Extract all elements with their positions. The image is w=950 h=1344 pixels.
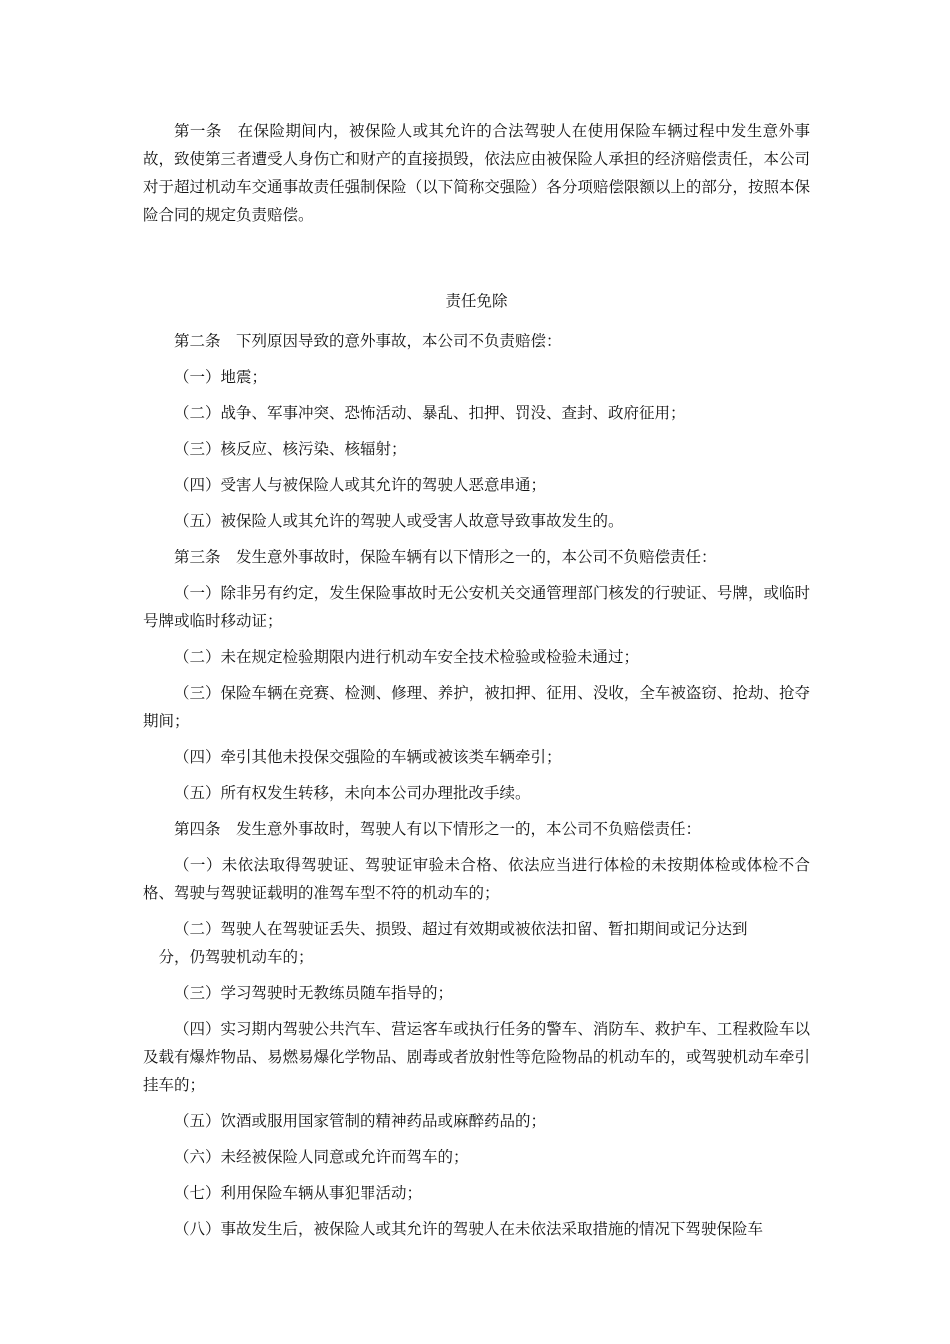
article-3-item: （一）除非另有约定，发生保险事故时无公安机关交通管理部门核发的行驶证、号牌，或临时号牌或临时移动证； bbox=[143, 584, 810, 630]
article-3-item: （三）保险车辆在竞赛、检测、修理、养护，被扣押、征用、没收，全车被盗窃、抢劫、抢夺期间； bbox=[143, 684, 810, 730]
article-2-item: （一）地震； bbox=[174, 368, 268, 386]
article-3-item: （五）所有权发生转移，未向本公司办理批改手续。 bbox=[174, 784, 531, 802]
article-4-item: （八）事故发生后，被保险人或其允许的驾驶人在未依法采取措施的情况下驾驶保险车 bbox=[174, 1220, 764, 1238]
article-4-item: （七）利用保险车辆从事犯罪活动； bbox=[174, 1184, 423, 1202]
article-3-item: （二）未在规定检验期限内进行机动车安全技术检验或检验未通过； bbox=[174, 648, 640, 666]
article-2-item: （三）核反应、核污染、核辐射； bbox=[174, 440, 407, 458]
article-4-item: （六）未经被保险人同意或允许而驾车的； bbox=[174, 1148, 469, 1166]
article-4-item: （四）实习期内驾驶公共汽车、营运客车或执行任务的警车、消防车、救护车、工程救险车以及载有爆炸物品、易燃易爆化学物品、剧毒或者放射性等危险物品的机动车的，或驾驶机动车牵引挂车的； bbox=[143, 1020, 810, 1094]
article-2-item: （二）战争、军事冲突、恐怖活动、暴乱、扣押、罚没、查封、政府征用； bbox=[174, 404, 686, 422]
article-3-item: （四）牵引其他未投保交强险的车辆或被该类车辆牵引； bbox=[174, 748, 562, 766]
article-2-item: （五）被保险人或其允许的驾驶人或受害人故意导致事故发生的。 bbox=[174, 512, 624, 530]
article-4-item: （五）饮酒或服用国家管制的精神药品或麻醉药品的； bbox=[174, 1112, 547, 1130]
section-title: 责任免除 bbox=[445, 292, 508, 310]
article-2-item: （四）受害人与被保险人或其允许的驾驶人恶意串通； bbox=[174, 476, 547, 494]
article-4-intro: 第四条 发生意外事故时，驾驶人有以下情形之一的，本公司不负赔偿责任： bbox=[174, 820, 702, 838]
article-4-item: （一）未依法取得驾驶证、驾驶证审验未合格、依法应当进行体检的未按期体检或体检不合格、驾驶与驾驶证载明的准驾车型不符的机动车的； bbox=[143, 856, 810, 902]
article-1: 第一条 在保险期间内，被保险人或其允许的合法驾驶人在使用保险车辆过程中发生意外事故，致使第三者遭受人身伤亡和财产的直接损毁，依法应由被保险人承担的经济赔偿责任，本公司对于超过机动车交通事故责任强制保险（以下简称交强险）各分项赔偿限额以上的部分，按照本保险合同的规定负责赔偿。 bbox=[143, 122, 810, 224]
document-page bbox=[143, 117, 810, 1251]
article-2-intro: 第二条 下列原因导致的意外事故，本公司不负责赔偿： bbox=[174, 332, 562, 350]
article-4-item: （三）学习驾驶时无教练员随车指导的； bbox=[174, 984, 454, 1002]
article-3-intro: 第三条 发生意外事故时，保险车辆有以下情形之一的，本公司不负赔偿责任： bbox=[174, 548, 717, 566]
article-4-item: （二）驾驶人在驾驶证丢失、损毁、超过有效期或被依法扣留、暂扣期间或记分达到 bbox=[174, 920, 748, 938]
article-4-item-continued: 分，仍驾驶机动车的； bbox=[158, 948, 314, 966]
